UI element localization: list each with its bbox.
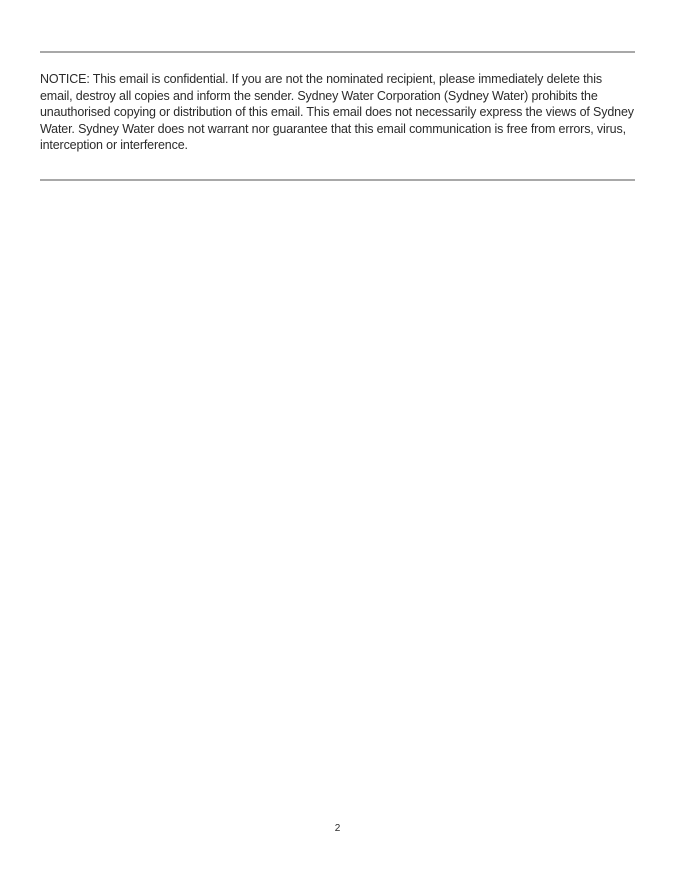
page-footer [0, 818, 675, 836]
divider-bottom [40, 179, 635, 181]
divider-top [40, 51, 635, 53]
confidentiality-notice: NOTICE: This email is confidential. If you are not the nominated recipient, please immediately delete this email, destroy all copies and inform the sender. Sydney Water Corporation (Sydney Water) prohibits the unauthorised copying or distribution of this email. This email does not necessarily express the views of Sydney Water. Sydney Water does not warrant nor guarantee that this email communication is free from errors, virus, interception or interference. [40, 72, 634, 152]
page-number: 2 [334, 823, 341, 834]
